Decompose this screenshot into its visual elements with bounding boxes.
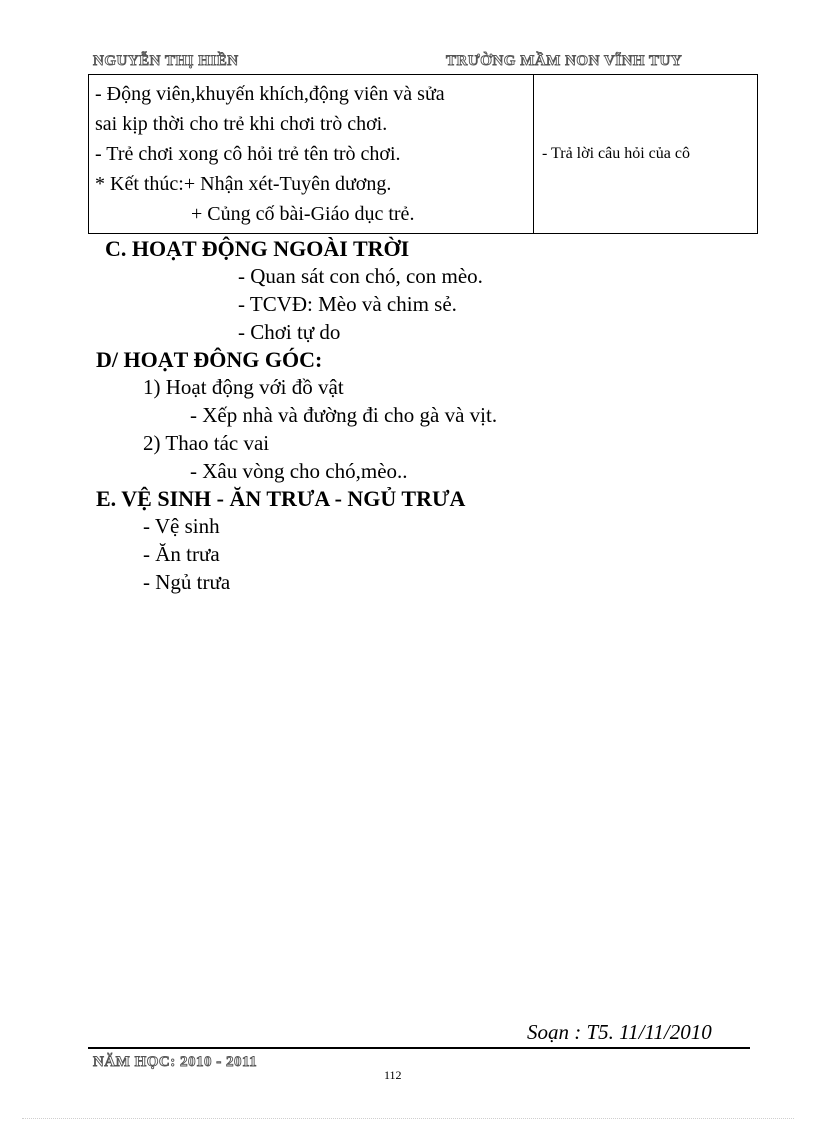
- list-item: - Ăn trưa: [143, 542, 220, 566]
- section-d-sub1: 1) Hoạt động với đồ vật: [143, 375, 344, 399]
- footer-divider: [88, 1047, 750, 1049]
- list-item: - Xếp nhà và đường đi cho gà và vịt.: [190, 403, 498, 427]
- lesson-table: [88, 74, 758, 234]
- teacher-line: sai kịp thời cho trẻ khi chơi trò chơi.: [95, 113, 388, 135]
- section-d-title: D/ HOẠT ĐÔNG GÓC:: [96, 347, 323, 372]
- footer-school-year: NĂM HỌC: 2010 - 2011: [93, 1054, 258, 1070]
- list-item: - TCVĐ: Mèo và chim sẻ.: [238, 292, 457, 316]
- header-author: NGUYỄN THỊ HIỀN: [93, 53, 239, 69]
- teacher-activity-cell: [89, 75, 534, 234]
- list-item: - Xâu vòng cho chó,mèo..: [190, 459, 408, 483]
- section-e-title: E. VỆ SINH - ĂN TRƯA - NGỦ TRƯA: [96, 486, 466, 511]
- page-number: 112: [384, 1068, 402, 1082]
- signature-date: Soạn : T5. 11/11/2010: [527, 1020, 712, 1044]
- teacher-line: - Trẻ chơi xong cô hỏi trẻ tên trò chơi.: [95, 143, 401, 165]
- header-school: TRƯỜNG MẦM NON VĨNH TUY: [446, 53, 683, 69]
- list-item: - Vệ sinh: [143, 514, 220, 538]
- list-item: - Ngủ trưa: [143, 570, 231, 594]
- child-activity-text: - Trả lời câu hỏi của cô: [542, 145, 690, 162]
- section-c-title: C. HOẠT ĐỘNG NGOÀI TRỜI: [105, 236, 410, 261]
- list-item: - Quan sát con chó, con mèo.: [238, 264, 483, 288]
- child-activity-cell: [534, 75, 758, 234]
- teacher-line: * Kết thúc:+ Nhận xét-Tuyên dương.: [95, 173, 392, 195]
- teacher-line: + Củng cố bài-Giáo dục trẻ.: [191, 203, 415, 225]
- list-item: - Chơi tự do: [238, 320, 341, 344]
- table-row: [89, 75, 758, 234]
- teacher-line: - Động viên,khuyến khích,động viên và sửa: [95, 83, 445, 105]
- section-d-sub2: 2) Thao tác vai: [143, 431, 270, 455]
- page-bottom-border: [22, 1118, 794, 1119]
